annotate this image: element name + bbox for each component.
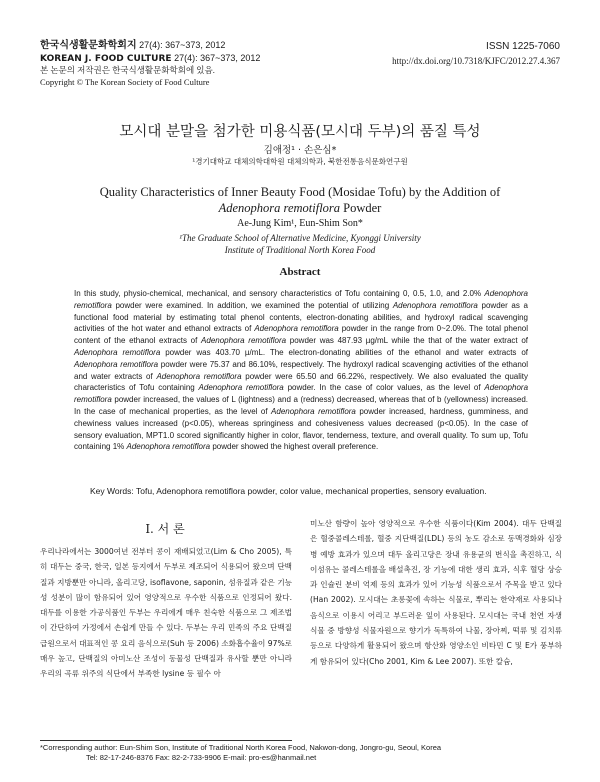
species-name: Adenophora remotiflora	[201, 336, 287, 346]
species-name: Adenophora remotiflora	[254, 324, 339, 334]
body-column-right: 미노산 함량이 높아 영양적으로 우수한 식품이다(Kim 2004). 대두 단백질은 혈중콜레스테롤, 혈중 지단백질(LDL) 등의 농도 감소로 동맥경화와 심장병 예방 효과가 있으며 대두 올리고당은 장내 유용균의 번식을 촉진하고, 식이섬유는 콜레스테롤을 배설촉진, 장 기능에 대한 생리 효과, 식후 혈당 상승과 인슐린 분비 억제 등의 효과가 있어 기능성 식품으로서 주목을 받고 있다(Han 2002). 모시대는 초롱꽃에 속하는 식물로, 뿌리는 한약재로 사용되나 음식으로 이용시 어리고 부드러운 잎이 사용된다. 모시대는 국내 천연 자생 식물 중 방향성 식물자원으로 향기가 독특하여 나물, 장아찌, 떡류 및 김치류 등으로 다양하게 활용되어 왔으며 항산화 영양소인 비타민 C 및 E가 풍부하게 함유되어 있다(Cho 2001, Kim & Lee 2007). 또한 칼슘,	[310, 519, 562, 666]
footnote-corresponding-author: *Corresponding author: Eun-Shim Son, Institute of Traditional North Korea Food, Nakwon-dong, Jongro-gu, Seoul, Korea	[40, 743, 442, 752]
title-english	[0, 184, 600, 216]
abstract-text: powder was 487.93 µg/mL while the that of the water extract of	[286, 336, 528, 346]
title-english-line1: Quality Characteristics of Inner Beauty Food (Mosidae Tofu) by the Addition of	[99, 185, 501, 199]
affiliation-english-2: Institute of Traditional North Korea Food	[224, 245, 376, 255]
species-name: Adenophora remotiflora	[74, 347, 161, 357]
section-heading-introduction: Ⅰ. 서 론	[145, 522, 185, 536]
abstract-text: powder as a functional food material by estimating total phenol contents, electron-donating abilities, and hydroxyl radical scavenging activities of the hot water and ethanol extracts of	[74, 300, 528, 334]
abstract-text: powder were 75.37 and 86.10%, respectively. The hydroxyl radical scavenging activities of the ethanol and water extracts of	[74, 359, 529, 381]
body-column-left: 우리나라에서는 3000여년 전부터 콩이 재배되었고(Lim & Cho 2005), 특히 대두는 중국, 한국, 일본 등지에서 두부로 제조되어 식용되어 왔으며 단백질과 지방뿐만 아니라, 올리고당, isoflavone, saponin, 섬유질과 같은 기능성 성분이 많이 함유되어 있어 영양적으로 우수한 식품으로 인정되어 왔다. 대두를 이용한 가공식품인 두부는 우리에게 매우 친숙한 식품으로 그 제조법이 간단하여 가정에서 손쉽게 만들 수 있다. 두부는 우리 민족의 주요 단백질 급원으로서 대표적인 콩 요리 음식으로(Suh 등 2006) 소화흡수율이 97%로 매우 높고, 단백질의 아미노산 조성이 동물성 단백질과 유사할 뿐만 아니라 우리의 곡류 위주의 식단에서 부족한 lysine 등 필수 아	[40, 547, 292, 679]
species-name: Adenophora remotiflora	[271, 406, 356, 416]
abstract-text: powder. In the case of color values, as the level of	[283, 383, 485, 393]
journal-identifiers	[392, 40, 560, 68]
abstract-text: powder were 65.50 and 66.22%, respectively. We also evaluated the quality characteristics of Tofu containing	[74, 371, 528, 393]
abstract-text: powder showed the highest overall preference.	[210, 442, 379, 452]
authors-korean: 김애정¹ · 손은심*	[263, 145, 337, 156]
species-name: Adenophora remotiflora	[156, 371, 242, 381]
copyright-notice-ko: 본 논문의 저작권은 한국식생활문화학회에 있음.	[40, 65, 215, 75]
keywords-list: Tofu, Adenophora remotiflora powder, color value, mechanical properties, sensory evaluation.	[133, 486, 487, 496]
species-name: Adenophora remotiflora	[392, 300, 478, 310]
abstract-text: powder were examined. In addition, we examined the potential of utilizing	[111, 300, 393, 310]
species-name: Adenophora remotiflora	[126, 442, 211, 452]
affiliation-english	[0, 232, 600, 256]
abstract-text: powder in the range from 0~2.0%. The total phenol content of the ethanol extracts of	[74, 324, 529, 346]
species-name: Adenophora remotiflora	[74, 289, 528, 310]
keywords	[90, 486, 530, 496]
keywords-label: Key Words:	[90, 486, 134, 496]
species-name: Adenophora remotiflora	[198, 383, 284, 393]
abstract-heading: Abstract	[279, 266, 321, 278]
copyright-notice: Copyright © The Korean Society of Food Culture	[40, 76, 210, 87]
abstract-body	[74, 288, 528, 453]
footnote-contact: Tel: 82-17-246-8376 Fax: 82-2-733-9906 E-mail: pro-es@hanmail.net	[86, 753, 317, 762]
species-name: Adenophora remotiflora	[74, 383, 529, 405]
authors-english: Ae-Jung Kim¹, Eun-Shim Son*	[237, 218, 363, 229]
abstract-text: powder increased, the values of L (lightness) and a (redness) decreased, whereas that of b (yellowness) increased. In the case of mechanical properties, as the level of	[74, 395, 528, 416]
species-name: Adenophora remotiflora	[74, 359, 159, 369]
doi-link[interactable]: http://dx.doi.org/10.7318/KJFC/2012.27.4.367	[392, 56, 560, 66]
journal-header	[40, 40, 260, 88]
title-english-species: Adenophora remotiflora	[218, 201, 341, 215]
footnote	[40, 743, 560, 763]
abstract-text: powder increased, hardness, gumminess, and chewiness values increased (p<0.05), whereas springiness and cohesiveness values decreased (p<0.05). In the case of sensory evaluation, MPT1.0 scored significantly higher in color, flavor, tenderness, texture, and overall quality. To sum up, Tofu containing 1%	[74, 406, 528, 452]
journal-pages-en: 27(4): 367~373, 2012	[171, 52, 261, 63]
issn: ISSN 1225-7060	[486, 41, 560, 52]
footnote-divider	[40, 740, 292, 741]
journal-pages-ko: 27(4): 367~373, 2012	[136, 40, 226, 50]
journal-name-en: KOREAN J. FOOD CULTURE	[40, 53, 172, 64]
abstract-text: In this study, physio-chemical, mechanical, and sensory characteristics of Tofu containing 0, 0.5, 1.0, and 2.0%	[74, 289, 485, 298]
title-korean: 모시대 분말을 첨가한 미용식품(모시대 두부)의 품질 특성	[119, 124, 481, 140]
abstract-text: powder was 403.70 µ/mL. The electron-donating abilities of the ethanol and water extracts of	[160, 347, 528, 357]
affiliation-korean: ¹경기대학교 대체의학대학원 대체의학과, 북한전통음식문화연구원	[192, 157, 408, 166]
journal-name-ko: 한국식생활문화학회지	[40, 40, 137, 51]
affiliation-english-1: ¹The Graduate School of Alternative Medicine, Kyonggi University	[179, 233, 421, 243]
title-english-line2: Powder	[340, 201, 382, 215]
